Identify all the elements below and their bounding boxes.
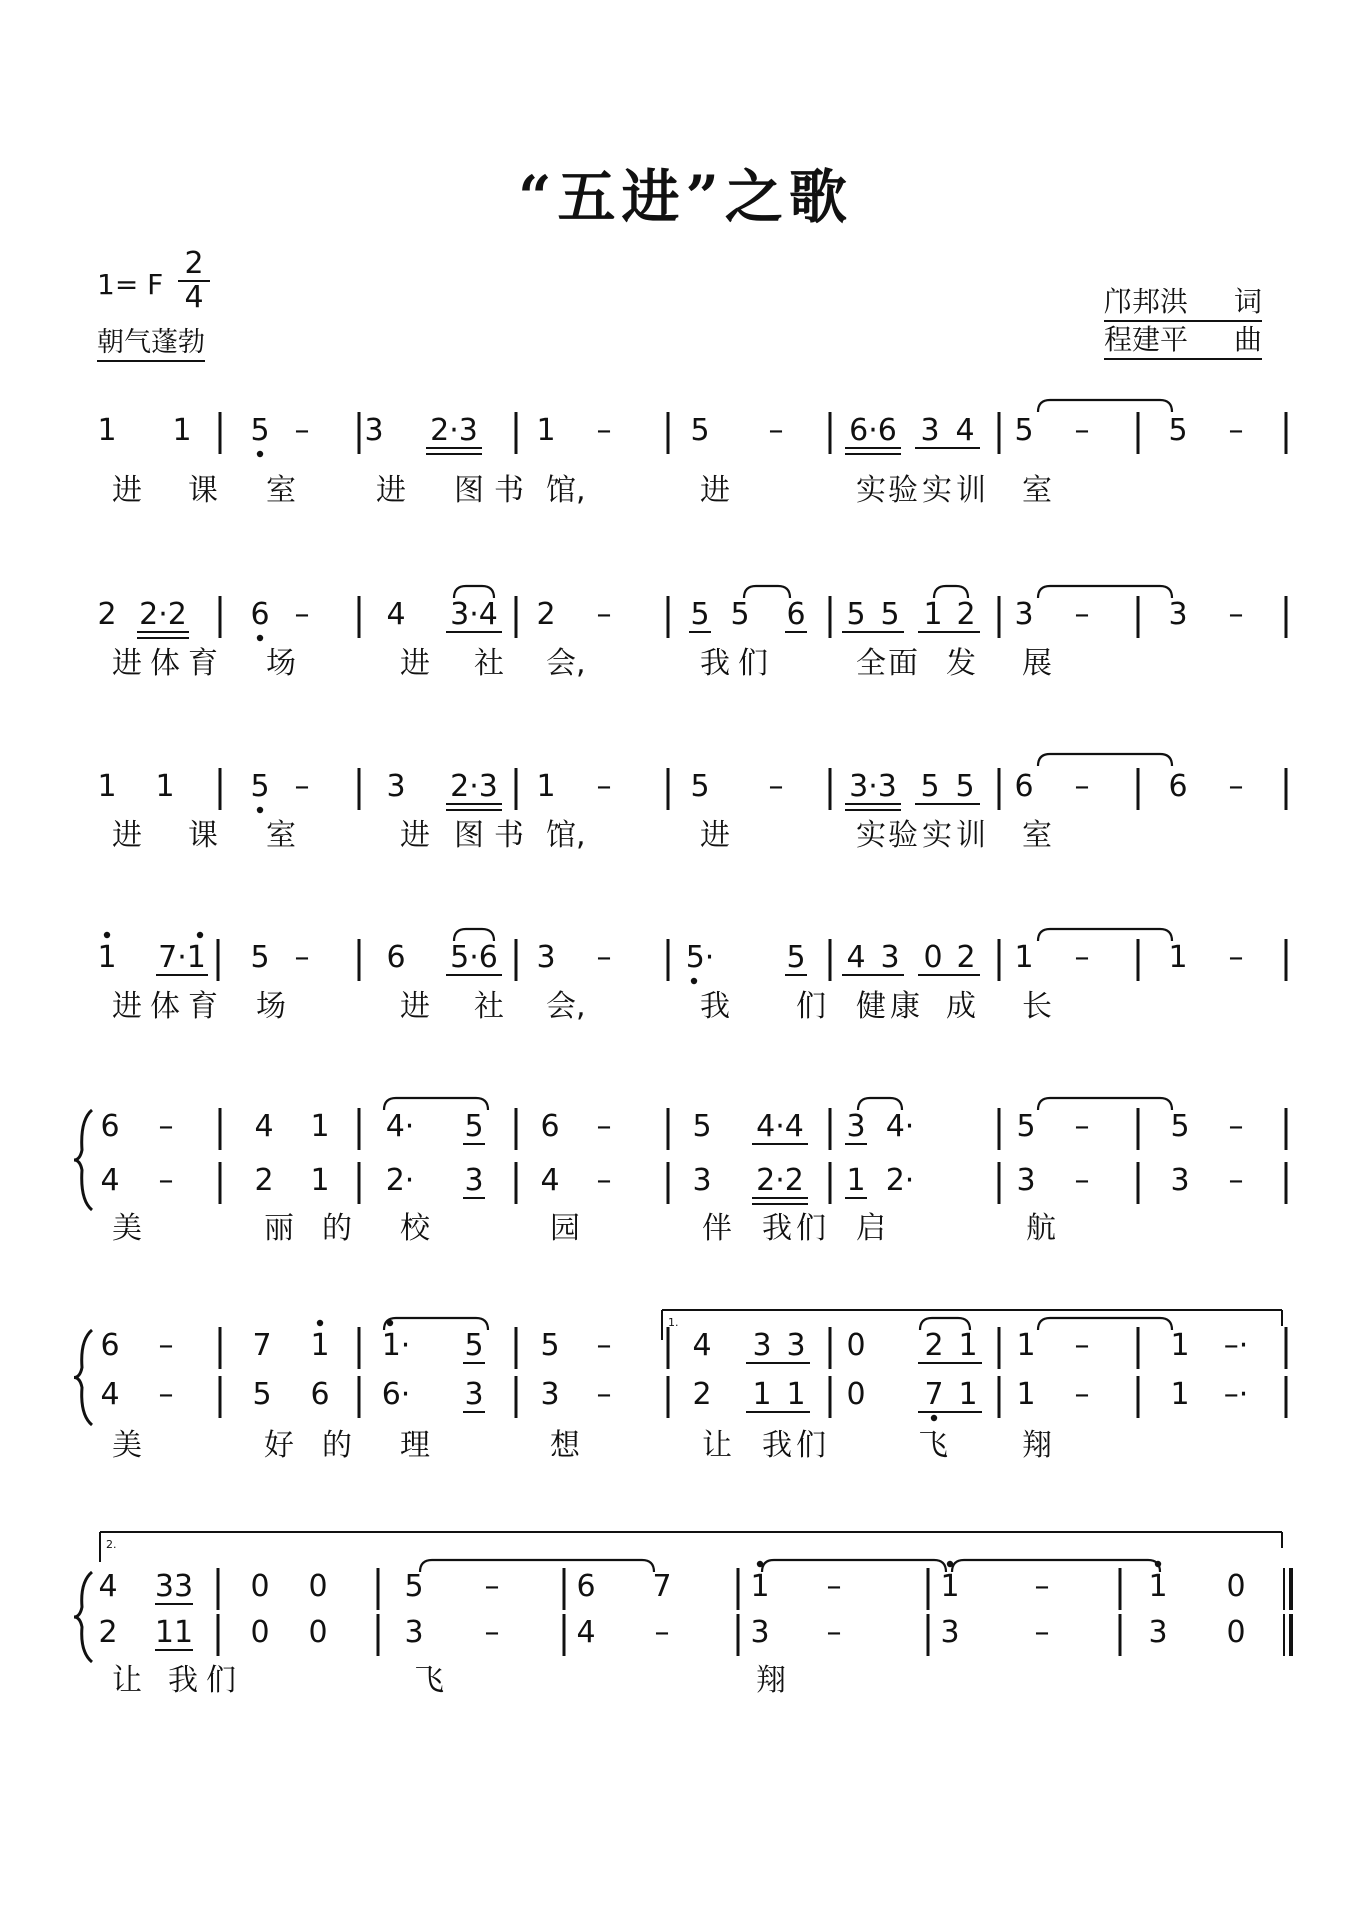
- system-2-upper-note: –·: [1223, 1328, 1249, 1363]
- system-2-upper-note: –: [158, 1328, 174, 1363]
- row-4-note: 4: [846, 940, 866, 975]
- system-3-upper-note: 7: [652, 1569, 672, 1604]
- system-1-lower-note: –: [596, 1163, 612, 1198]
- row-2-note: 2: [536, 597, 556, 632]
- row-4-lyric: 成: [946, 989, 976, 1024]
- row-4-lyric: 体: [150, 989, 180, 1024]
- lyricist-role: 词: [1214, 280, 1262, 322]
- system-3-lyric: 让: [112, 1663, 142, 1698]
- system-3-volta-label: 2.: [106, 1538, 117, 1551]
- system-2-lower-note: 0: [846, 1377, 866, 1412]
- row-3-note: 5: [920, 769, 940, 804]
- row-1-note: 3: [364, 413, 384, 448]
- row-4-note: 5: [250, 940, 270, 975]
- system-2-upper-note: 1: [958, 1328, 978, 1363]
- row-3-note: 1: [97, 769, 117, 804]
- system-2-upper-note: 1: [1170, 1328, 1190, 1363]
- row-4-note: 7·1: [158, 940, 206, 975]
- system-1-lower-note: 3: [464, 1163, 484, 1198]
- system-3-brace: [74, 1572, 92, 1662]
- row-2-lyric: 社: [474, 646, 504, 681]
- system-2-lyric: 翔: [1022, 1428, 1052, 1463]
- system-2-upper-note: 0: [846, 1328, 866, 1363]
- row-4-tie: [1038, 929, 1172, 941]
- row-3-note: –: [1074, 769, 1090, 804]
- row-2-note: 2: [97, 597, 117, 632]
- row-1-note: 1: [536, 413, 556, 448]
- row-2-tie: [1038, 586, 1172, 598]
- row-1-lyric: 图: [454, 473, 484, 508]
- row-2-lyric: 我: [700, 646, 730, 681]
- key-signature: 1= F: [97, 268, 164, 301]
- system-3-lower-note: 11: [154, 1615, 194, 1650]
- composer-role: 曲: [1214, 318, 1262, 360]
- row-1-lyric: 室: [1022, 473, 1052, 508]
- row-4-high-octave-dot: [197, 932, 203, 938]
- system-1-upper-note: 5: [464, 1109, 484, 1144]
- system-1-lower-note: –: [1074, 1163, 1090, 1198]
- system-3-upper-note: 5: [404, 1569, 424, 1604]
- row-2-note: 6: [250, 597, 270, 632]
- system-3-lower-note: 3: [750, 1615, 770, 1650]
- row-4-lyric: 进: [400, 989, 430, 1024]
- row-1-lyric: 室: [266, 473, 296, 508]
- row-1-low-octave-dot: [257, 451, 263, 457]
- row-3-lyric: 课: [188, 818, 218, 853]
- row-2-note: 3: [1014, 597, 1034, 632]
- system-3-lower-note: –: [654, 1615, 670, 1650]
- system-1-lower-note: –: [1228, 1163, 1244, 1198]
- system-3-lyric: 我: [168, 1663, 198, 1698]
- system-2-lower-note: 6·: [381, 1377, 411, 1412]
- time-denominator: 4: [178, 280, 210, 314]
- row-2-note: –: [1074, 597, 1090, 632]
- row-3-note: 1: [536, 769, 556, 804]
- system-1-lyric: 丽: [264, 1211, 294, 1246]
- time-numerator: 2: [184, 246, 204, 281]
- system-1-lyric: 美: [112, 1211, 142, 1246]
- row-4-note: 3: [880, 940, 900, 975]
- row-4-note: 1: [1168, 940, 1188, 975]
- system-1-brace: [74, 1110, 92, 1210]
- system-2-upper-note: 1·: [381, 1328, 411, 1363]
- row-1-tie: [1038, 400, 1172, 412]
- row-3-lyric: 室: [266, 818, 296, 853]
- system-2-lower-note: 1: [1016, 1377, 1036, 1412]
- system-3-upper-note: –: [826, 1569, 842, 1604]
- row-2-lyric: 全: [856, 646, 886, 681]
- row-3-note: 6: [1168, 769, 1188, 804]
- row-1-lyric: 进: [112, 473, 142, 508]
- row-1-lyric: 训: [956, 473, 986, 508]
- system-2-lower-note: –: [1074, 1377, 1090, 1412]
- row-3-note: –: [768, 769, 784, 804]
- row-1-note: –: [1074, 413, 1090, 448]
- system-2-lower-low-octave-dot: [931, 1415, 937, 1421]
- row-3-note: –: [596, 769, 612, 804]
- row-4-lyric: 们: [796, 989, 826, 1024]
- system-1-lower-note: 2·: [385, 1163, 415, 1198]
- system-1-lyric: 我: [762, 1211, 792, 1246]
- system-1-upper-note: 1: [310, 1109, 330, 1144]
- row-3-note: 5: [955, 769, 975, 804]
- system-1-upper-note: –: [596, 1109, 612, 1144]
- system-3-tie: [762, 1560, 946, 1572]
- system-1-lyric: 园: [550, 1211, 580, 1246]
- system-3-upper-note: 1: [1148, 1569, 1168, 1604]
- system-3-lyric: 们: [206, 1663, 236, 1698]
- row-2-tie: [744, 586, 790, 598]
- system-3-lower-note: 3: [404, 1615, 424, 1650]
- system-2-upper-high-octave-dot: [317, 1320, 323, 1326]
- row-1-lyric: 实: [856, 473, 886, 508]
- system-2-lower-note: 4: [100, 1377, 120, 1412]
- system-1-upper-note: 6: [100, 1109, 120, 1144]
- system-1-lower-note: 3: [692, 1163, 712, 1198]
- system-3-lower-note: 0: [308, 1615, 328, 1650]
- system-3-upper-note: 33: [154, 1569, 194, 1604]
- system-2-lower-note: 6: [310, 1377, 330, 1412]
- row-2-note: 6: [786, 597, 806, 632]
- row-1-note: 4: [955, 413, 975, 448]
- row-3-note: 5: [250, 769, 270, 804]
- row-1-note: 5: [690, 413, 710, 448]
- system-2-upper-note: –: [596, 1328, 612, 1363]
- system-2-lower-note: 1: [1170, 1377, 1190, 1412]
- system-3-upper-note: 0: [250, 1569, 270, 1604]
- system-2-lower-note: 2: [692, 1377, 712, 1412]
- row-2-note: 1: [923, 597, 943, 632]
- row-1-note: 1: [172, 413, 192, 448]
- row-4-note: –: [1228, 940, 1244, 975]
- lyricist-name: 邝邦洪: [1104, 280, 1214, 322]
- system-3-upper-note: 4: [98, 1569, 118, 1604]
- row-4-lyric: 健: [856, 989, 886, 1024]
- row-3-lyric: 实: [856, 818, 886, 853]
- system-1-lower-note: 2: [254, 1163, 274, 1198]
- row-3-note: 6: [1014, 769, 1034, 804]
- row-1-lyric: 馆,: [546, 473, 586, 508]
- row-2-note: 3·4: [450, 597, 498, 632]
- row-2-note: 5: [690, 597, 710, 632]
- row-4-note: –: [1074, 940, 1090, 975]
- system-1-lower-note: 2·2: [756, 1163, 804, 1198]
- row-4-note: 3: [536, 940, 556, 975]
- row-3-lyric: 室: [1022, 818, 1052, 853]
- row-4-high-octave-dot: [104, 932, 110, 938]
- row-2-note: 3: [1168, 597, 1188, 632]
- system-2-upper-note: 4: [692, 1328, 712, 1363]
- system-2-volta-label: 1.: [668, 1316, 679, 1329]
- system-2-upper-note: 1: [1016, 1328, 1036, 1363]
- row-3-note: 2·3: [450, 769, 498, 804]
- system-1-lyric: 伴: [702, 1211, 732, 1246]
- row-4-note: –: [596, 940, 612, 975]
- row-3-low-octave-dot: [257, 807, 263, 813]
- row-3-lyric: 进: [112, 818, 142, 853]
- system-2-lyric: 美: [112, 1428, 142, 1463]
- system-2-lower-note: 1: [958, 1377, 978, 1412]
- system-1-lyric: 的: [322, 1211, 352, 1246]
- row-4-lyric: 会,: [546, 989, 586, 1024]
- row-3-note: –: [294, 769, 310, 804]
- row-4-note: 5·: [685, 940, 715, 975]
- row-4-lyric: 长: [1022, 989, 1052, 1024]
- row-4-low-octave-dot: [691, 978, 697, 984]
- row-3-lyric: 验: [888, 818, 918, 853]
- row-3-note: 3·3: [849, 769, 897, 804]
- system-2-lyric: 想: [550, 1428, 580, 1463]
- system-2-lower-note: 3: [540, 1377, 560, 1412]
- system-1-upper-note: 3: [846, 1109, 866, 1144]
- system-2-lyric: 们: [796, 1428, 826, 1463]
- composer-name: 程建平: [1104, 318, 1214, 360]
- system-1-lower-note: –: [158, 1163, 174, 1198]
- system-1-lyric: 航: [1026, 1211, 1056, 1246]
- system-1-tie: [1038, 1098, 1172, 1110]
- system-3-lower-note: 2: [98, 1615, 118, 1650]
- system-1-lower-note: 4: [100, 1163, 120, 1198]
- system-3-upper-note: 1: [940, 1569, 960, 1604]
- system-3-upper-note: 1: [750, 1569, 770, 1604]
- row-2-lyric: 体: [150, 646, 180, 681]
- row-2-low-octave-dot: [257, 635, 263, 641]
- row-1-note: –: [596, 413, 612, 448]
- row-2-lyric: 育: [188, 646, 218, 681]
- row-2-lyric: 场: [266, 646, 296, 681]
- system-2-lyric: 我: [762, 1428, 792, 1463]
- row-1-lyric: 课: [188, 473, 218, 508]
- row-3-lyric: 训: [956, 818, 986, 853]
- row-1-note: 1: [97, 413, 117, 448]
- system-3-upper-note: 6: [576, 1569, 596, 1604]
- row-2-note: 4: [386, 597, 406, 632]
- system-2-lower-note: –: [596, 1377, 612, 1412]
- row-2-lyric: 会,: [546, 646, 586, 681]
- row-4-note: 6: [386, 940, 406, 975]
- row-1-note: 2·3: [430, 413, 478, 448]
- row-1-note: –: [294, 413, 310, 448]
- system-1-lower-note: 1: [846, 1163, 866, 1198]
- row-2-lyric: 面: [888, 646, 918, 681]
- system-3-lower-note: 3: [940, 1615, 960, 1650]
- tempo-marking: 朝气蓬勃: [97, 320, 205, 362]
- row-1-lyric: 进: [700, 473, 730, 508]
- system-3-upper-note: –: [484, 1569, 500, 1604]
- system-3-tie: [420, 1560, 654, 1572]
- row-3-lyric: 图: [454, 818, 484, 853]
- system-2-lower-note: –: [158, 1377, 174, 1412]
- system-1-lyric: 校: [400, 1211, 430, 1246]
- system-2-upper-note: 3: [786, 1328, 806, 1363]
- row-4-note: 5: [786, 940, 806, 975]
- system-2-lower-note: 7: [924, 1377, 944, 1412]
- row-1-note: 6·6: [849, 413, 897, 448]
- system-2-lyric: 的: [322, 1428, 352, 1463]
- system-2-upper-note: 5: [464, 1328, 484, 1363]
- row-1-note: 3: [920, 413, 940, 448]
- system-2-upper-note: 6: [100, 1328, 120, 1363]
- row-1-note: –: [768, 413, 784, 448]
- row-3-note: 5: [690, 769, 710, 804]
- row-3-note: 3: [386, 769, 406, 804]
- system-2-lyric: 飞: [918, 1428, 948, 1463]
- system-3-lyric: 翔: [756, 1663, 786, 1698]
- row-4-note: –: [294, 940, 310, 975]
- system-2-upper-note: 2: [924, 1328, 944, 1363]
- row-1-lyric: 实: [922, 473, 952, 508]
- system-2-lyric: 好: [264, 1428, 294, 1463]
- row-2-lyric: 们: [738, 646, 768, 681]
- row-3-note: 1: [155, 769, 175, 804]
- system-3-lower-note: 0: [1226, 1615, 1246, 1650]
- row-2-lyric: 发: [946, 646, 976, 681]
- row-4-note: 1: [1014, 940, 1034, 975]
- row-4-lyric: 进: [112, 989, 142, 1024]
- system-3-upper-note: –: [1034, 1569, 1050, 1604]
- row-3-lyric: 实: [922, 818, 952, 853]
- row-3-tie: [1038, 754, 1172, 766]
- system-1-lower-note: 3: [1170, 1163, 1190, 1198]
- system-1-lyric: 们: [796, 1211, 826, 1246]
- system-3-lower-note: 0: [250, 1615, 270, 1650]
- row-3-lyric: 进: [700, 818, 730, 853]
- row-4-note: 0: [923, 940, 943, 975]
- system-2-upper-note: 5: [540, 1328, 560, 1363]
- row-4-lyric: 场: [256, 989, 286, 1024]
- system-3-lower-note: 4: [576, 1615, 596, 1650]
- row-2-note: –: [596, 597, 612, 632]
- system-2-lower-note: 5: [252, 1377, 272, 1412]
- system-1-upper-note: 4·: [385, 1109, 415, 1144]
- system-1-upper-note: 6: [540, 1109, 560, 1144]
- row-1-note: 5: [250, 413, 270, 448]
- system-2-lower-note: 1: [786, 1377, 806, 1412]
- row-1-lyric: 进: [376, 473, 406, 508]
- system-1-upper-note: 5: [1170, 1109, 1190, 1144]
- row-2-lyric: 进: [400, 646, 430, 681]
- row-2-note: 5: [846, 597, 866, 632]
- song-title: “五进”之歌: [518, 163, 853, 231]
- system-3-upper-note: 0: [308, 1569, 328, 1604]
- row-4-lyric: 社: [474, 989, 504, 1024]
- system-1-upper-note: 5: [692, 1109, 712, 1144]
- system-3-lyric: 飞: [414, 1663, 444, 1698]
- system-2-upper-note: 7: [252, 1328, 272, 1363]
- system-2-brace: [74, 1330, 92, 1425]
- row-4-note: 1: [97, 940, 117, 975]
- row-2-lyric: 展: [1022, 646, 1052, 681]
- row-1-lyric: 书: [494, 473, 524, 508]
- system-1-lyric: 启: [856, 1211, 886, 1246]
- system-1-lower-note: 1: [310, 1163, 330, 1198]
- row-3-lyric: 进: [400, 818, 430, 853]
- system-2-tie: [1038, 1318, 1172, 1330]
- system-2-lower-note: 1: [752, 1377, 772, 1412]
- row-4-lyric: 康: [890, 989, 920, 1024]
- system-2-upper-note: –: [1074, 1328, 1090, 1363]
- system-1-lower-note: 3: [1016, 1163, 1036, 1198]
- row-2-note: –: [1228, 597, 1244, 632]
- row-3-lyric: 书: [494, 818, 524, 853]
- system-2-upper-note: 1: [310, 1328, 330, 1363]
- system-1-upper-note: 4·: [885, 1109, 915, 1144]
- system-1-lower-note: 4: [540, 1163, 560, 1198]
- system-2-lyric: 理: [400, 1428, 430, 1463]
- row-2-note: 5: [880, 597, 900, 632]
- system-3-lower-note: –: [826, 1615, 842, 1650]
- system-2-lower-note: 3: [464, 1377, 484, 1412]
- row-4-lyric: 育: [188, 989, 218, 1024]
- system-1-lower-note: 2·: [885, 1163, 915, 1198]
- row-4-lyric: 我: [700, 989, 730, 1024]
- system-3-lower-note: 3: [1148, 1615, 1168, 1650]
- row-2-lyric: 进: [112, 646, 142, 681]
- row-2-note: 2·2: [139, 597, 187, 632]
- system-2-upper-note: 3: [752, 1328, 772, 1363]
- row-2-note: 2: [956, 597, 976, 632]
- system-1-upper-note: 4·4: [756, 1109, 804, 1144]
- row-1-note: –: [1228, 413, 1244, 448]
- row-2-note: –: [294, 597, 310, 632]
- row-1-note: 5: [1168, 413, 1188, 448]
- row-1-lyric: 验: [888, 473, 918, 508]
- system-1-upper-note: 5: [1016, 1109, 1036, 1144]
- system-3-lower-note: –: [1034, 1615, 1050, 1650]
- system-1-upper-note: 4: [254, 1109, 274, 1144]
- row-1-note: 5: [1014, 413, 1034, 448]
- system-3-tie: [952, 1560, 1160, 1572]
- row-3-lyric: 馆,: [546, 818, 586, 853]
- row-2-note: 5: [730, 597, 750, 632]
- row-4-note: 2: [956, 940, 976, 975]
- system-1-upper-note: –: [158, 1109, 174, 1144]
- system-1-upper-note: –: [1074, 1109, 1090, 1144]
- system-2-lyric: 让: [702, 1428, 732, 1463]
- system-2-lower-note: –·: [1223, 1377, 1249, 1412]
- row-3-note: –: [1228, 769, 1244, 804]
- row-4-note: 5·6: [450, 940, 498, 975]
- system-3-lower-note: –: [484, 1615, 500, 1650]
- system-3-upper-note: 0: [1226, 1569, 1246, 1604]
- system-1-upper-note: –: [1228, 1109, 1244, 1144]
